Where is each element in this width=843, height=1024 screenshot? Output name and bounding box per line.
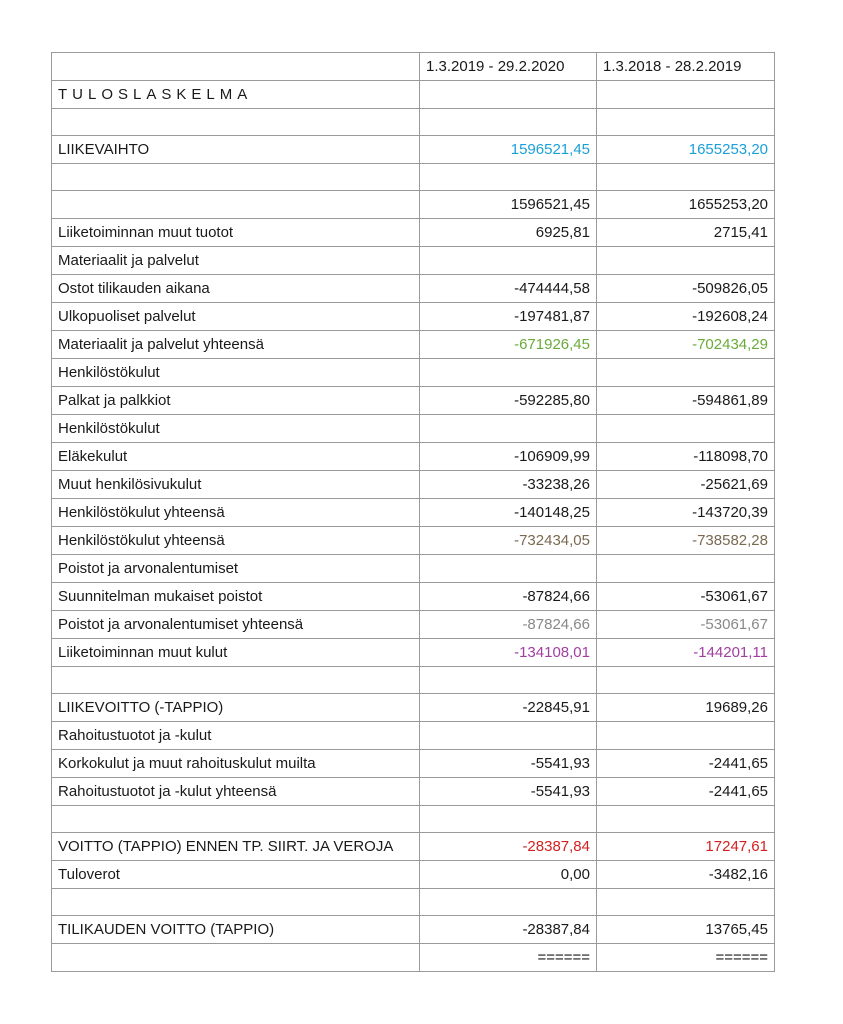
value-previous: -143720,39 [597,499,775,527]
value-previous [597,806,775,833]
value-current [420,109,597,136]
value-previous [597,359,775,387]
income-statement-table [51,52,775,972]
value-current: -33238,26 [420,471,597,499]
value-previous: -53061,67 [597,583,775,611]
value-previous [597,164,775,191]
value-current: 1596521,45 [420,136,597,164]
row-label [52,889,420,916]
value-previous: 13765,45 [597,916,775,944]
value-current: -671926,45 [420,331,597,359]
table-row [52,275,775,303]
row-label: Ostot tilikauden aikana [52,275,420,303]
value-current: 0,00 [420,861,597,889]
table-row [52,750,775,778]
row-label [52,109,420,136]
table-row [52,331,775,359]
row-label: Liiketoiminnan muut kulut [52,639,420,667]
value-previous: -118098,70 [597,443,775,471]
value-previous: -3482,16 [597,861,775,889]
table-row [52,136,775,164]
row-label: Ulkopuoliset palvelut [52,303,420,331]
row-label: Eläkekulut [52,443,420,471]
value-previous: -594861,89 [597,387,775,415]
row-label: Poistot ja arvonalentumiset [52,555,420,583]
value-previous: -2441,65 [597,778,775,806]
table-row [52,861,775,889]
value-current: -87824,66 [420,611,597,639]
row-label: VOITTO (TAPPIO) ENNEN TP. SIIRT. JA VEROJA [52,833,420,861]
row-label: Henkilöstökulut [52,415,420,443]
table-row [52,806,775,833]
table-row [52,527,775,555]
row-label: LIIKEVAIHTO [52,136,420,164]
row-label: Liiketoiminnan muut tuotot [52,219,420,247]
value-current [420,247,597,275]
table-row [52,667,775,694]
table-row [52,247,775,275]
row-label [52,806,420,833]
row-label: Poistot ja arvonalentumiset yhteensä [52,611,420,639]
value-previous: -192608,24 [597,303,775,331]
value-current [420,889,597,916]
value-current: -28387,84 [420,833,597,861]
row-label [52,944,420,972]
value-current: -5541,93 [420,750,597,778]
value-current: -592285,80 [420,387,597,415]
empty-cell [597,81,775,109]
value-current: -474444,58 [420,275,597,303]
row-label: TILIKAUDEN VOITTO (TAPPIO) [52,916,420,944]
row-label [52,164,420,191]
row-label: Materiaalit ja palvelut yhteensä [52,331,420,359]
value-previous: 19689,26 [597,694,775,722]
period-current-header: 1.3.2019 - 29.2.2020 [420,53,597,81]
row-label: Korkokulut ja muut rahoituskulut muilta [52,750,420,778]
table-row [52,778,775,806]
period-previous-header: 1.3.2018 - 28.2.2019 [597,53,775,81]
table-row [52,583,775,611]
value-current: -732434,05 [420,527,597,555]
value-previous: -144201,11 [597,639,775,667]
empty-cell [420,81,597,109]
row-label: Materiaalit ja palvelut [52,247,420,275]
value-current [420,806,597,833]
table-row [52,387,775,415]
row-label: Suunnitelman mukaiset poistot [52,583,420,611]
row-label: Rahoitustuotot ja -kulut yhteensä [52,778,420,806]
table-row [52,833,775,861]
table-row [52,471,775,499]
row-label: LIIKEVOITTO (-TAPPIO) [52,694,420,722]
value-previous: -738582,28 [597,527,775,555]
table-row [52,443,775,471]
value-current: -28387,84 [420,916,597,944]
value-previous: -53061,67 [597,611,775,639]
value-current [420,359,597,387]
row-label [52,667,420,694]
title-row [52,81,775,109]
value-current [420,722,597,750]
row-label: Henkilöstökulut [52,359,420,387]
value-previous: -702434,29 [597,331,775,359]
value-previous: -509826,05 [597,275,775,303]
table-row [52,415,775,443]
value-previous: -2441,65 [597,750,775,778]
value-previous [597,667,775,694]
value-current: 6925,81 [420,219,597,247]
value-current [420,555,597,583]
header-row [52,53,775,81]
row-label: Tuloverot [52,861,420,889]
value-current: 1596521,45 [420,191,597,219]
value-previous [597,109,775,136]
table-row [52,109,775,136]
value-current [420,164,597,191]
value-previous [597,555,775,583]
value-current: -197481,87 [420,303,597,331]
value-previous [597,247,775,275]
row-label: Henkilöstökulut yhteensä [52,527,420,555]
statement-title: TULOSLASKELMA [52,81,420,109]
row-label [52,191,420,219]
table-row [52,219,775,247]
table-row [52,611,775,639]
value-current [420,667,597,694]
row-label: Muut henkilösivukulut [52,471,420,499]
value-current: ====== [420,944,597,972]
value-current: -140148,25 [420,499,597,527]
value-current: -87824,66 [420,583,597,611]
table-row [52,889,775,916]
table-row [52,499,775,527]
table-row [52,164,775,191]
table-row [52,722,775,750]
value-current: -106909,99 [420,443,597,471]
table-row [52,694,775,722]
table-row [52,555,775,583]
value-previous [597,722,775,750]
header-label-cell [52,53,420,81]
value-previous: ====== [597,944,775,972]
row-label: Palkat ja palkkiot [52,387,420,415]
value-previous: 17247,61 [597,833,775,861]
table-row [52,303,775,331]
table-row [52,944,775,972]
table-row [52,916,775,944]
row-label: Rahoitustuotot ja -kulut [52,722,420,750]
table-row [52,191,775,219]
value-current [420,415,597,443]
value-previous [597,889,775,916]
value-current: -22845,91 [420,694,597,722]
value-previous: 1655253,20 [597,191,775,219]
table-row [52,639,775,667]
value-current: -134108,01 [420,639,597,667]
value-previous: -25621,69 [597,471,775,499]
value-previous [597,415,775,443]
table-row [52,359,775,387]
value-previous: 1655253,20 [597,136,775,164]
value-current: -5541,93 [420,778,597,806]
value-previous: 2715,41 [597,219,775,247]
row-label: Henkilöstökulut yhteensä [52,499,420,527]
